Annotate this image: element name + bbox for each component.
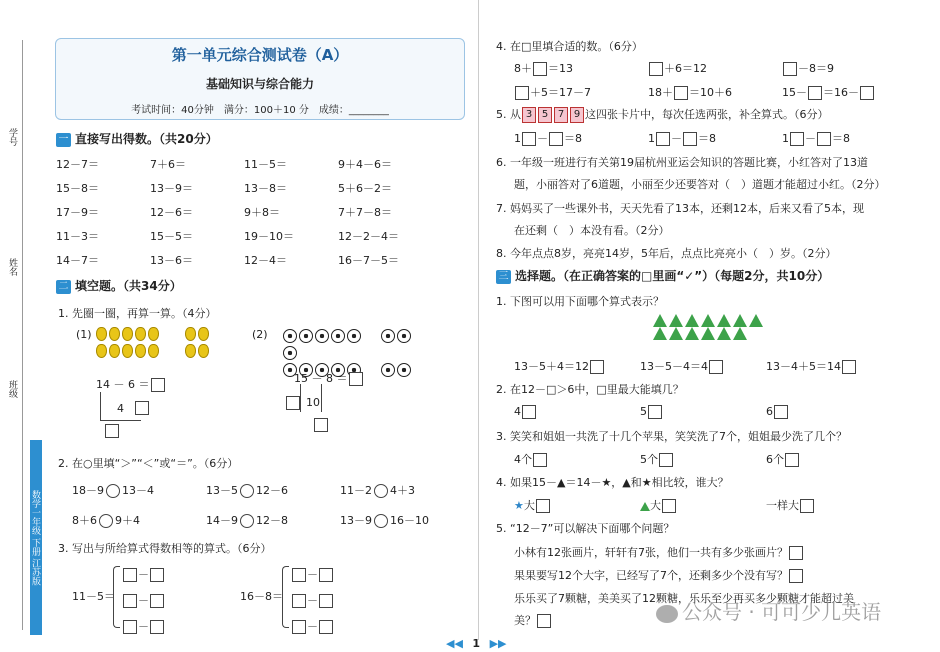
section2-heading <box>56 277 182 294</box>
answer-box[interactable] <box>774 405 788 419</box>
answer-box[interactable] <box>808 86 822 100</box>
answer-box[interactable] <box>785 453 799 467</box>
q3b-boxes: － － － <box>291 562 334 640</box>
triangles-picture <box>652 313 764 340</box>
answer-box[interactable] <box>783 62 797 76</box>
sidebar-label-name: 姓名 <box>7 258 17 276</box>
choice-label: 13－5＋4＝12 <box>514 360 589 373</box>
compare-item <box>206 512 288 528</box>
answer-box[interactable] <box>105 424 119 438</box>
c5-text: 5. “12－7”可以解决下面哪个问题？ <box>496 522 675 535</box>
compare-left: 13－5 <box>206 484 238 497</box>
section2-title: 填空题。（共34分） <box>75 279 182 293</box>
q7-text: 7. 妈妈买了一些课外书，天天先看了13本，还剩12本，后来又看了5本，现 <box>496 202 864 215</box>
arith-item: 13－9＝ <box>150 182 193 195</box>
answer-box[interactable] <box>349 372 363 386</box>
section2-number: 二 <box>56 280 71 294</box>
watermark <box>656 596 881 625</box>
arith-item: 13－6＝ <box>150 254 193 267</box>
answer-box[interactable] <box>314 418 328 432</box>
card-equation: 1 － ＝8 <box>782 132 850 145</box>
compare-right: 12－8 <box>256 514 288 527</box>
q3a-equation: 11－5＝ <box>72 590 115 603</box>
compare-left: 18－9 <box>72 484 104 497</box>
choice-option <box>514 451 548 467</box>
choice-label: 5个 <box>640 453 658 466</box>
arith-item: 15－8＝ <box>56 182 99 195</box>
pears-picture <box>95 327 225 361</box>
q5-text-a: 5. 从 <box>496 108 521 121</box>
number-card: 9 <box>570 107 584 123</box>
q8-text: 8. 今年点点8岁，亮亮14岁，5年后，点点比亮亮小（ ）岁。（2分） <box>496 247 837 260</box>
arith-item: 15－5＝ <box>150 230 193 243</box>
choice-option <box>640 358 724 374</box>
card-equation: 1 － ＝8 <box>648 132 716 145</box>
q1-text: 1. 先圈一圈，再算一算。（4分） <box>58 307 217 320</box>
q5-cards <box>521 108 585 121</box>
prev-page-icon[interactable]: ◀◀ <box>446 637 463 650</box>
choice-option <box>514 405 537 419</box>
answer-box[interactable] <box>674 86 688 100</box>
q5-text-b: 这四张卡片中，每次任选两张，补全算式。（6分） <box>585 108 829 121</box>
c5-option-2-label: 果果要写12个大字，已经写了7个，还剩多少个没有写？ <box>514 569 788 582</box>
watermark-text: 公众号 · 可可少儿英语 <box>682 600 882 624</box>
c3-text: 3. 笑笑和姐姐一共洗了十几个苹果，笑笑洗了7个，姐姐最少洗了几个？ <box>496 430 847 443</box>
fill-item: 15－ ＝16－ <box>782 84 875 100</box>
answer-box[interactable] <box>151 378 165 392</box>
section3-number: 三 <box>496 270 511 284</box>
choice-label: 5 <box>640 405 647 418</box>
compare-circle[interactable] <box>240 484 254 498</box>
split-num-4: 4 <box>117 402 124 415</box>
compare-item <box>72 482 154 498</box>
compare-left: 13－9 <box>340 514 372 527</box>
q1b-equation-text: 15 － 8 ＝ <box>294 372 348 385</box>
arith-item: 12－7＝ <box>56 158 99 171</box>
q1a-equation-text: 14 － 6 ＝ <box>96 378 150 391</box>
number-card: 7 <box>554 107 568 123</box>
compare-item <box>340 512 429 528</box>
arith-item: 12－6＝ <box>150 206 193 219</box>
section3-title: 选择题。（在正确答案的□里画“✓”）（每题2分，共10分） <box>515 269 830 283</box>
sidebar-label-class: 班级 <box>7 380 17 398</box>
page-title: 第一单元综合测试卷（A） <box>171 46 349 64</box>
compare-left: 11－2 <box>340 484 372 497</box>
split-num-10: 10 <box>306 396 320 409</box>
arith-item: 11－3＝ <box>56 230 99 243</box>
compare-right: 13－4 <box>122 484 154 497</box>
q3b-equation: 16－8＝ <box>240 590 283 603</box>
c2-text: 2. 在12－□＞6中，□里最大能填几？ <box>496 383 684 396</box>
arith-item: 11－5＝ <box>244 158 287 171</box>
next-page-icon[interactable]: ▶▶ <box>489 637 507 650</box>
q2-text: 2. 在○里填“＞”“＜”或“＝”。（6分） <box>58 457 239 470</box>
page-divider <box>478 0 479 640</box>
compare-right: 12－6 <box>256 484 288 497</box>
answer-box[interactable] <box>515 86 529 100</box>
q5-text <box>496 106 829 123</box>
arith-item: 7＋6＝ <box>150 158 186 171</box>
sidebar-label-number: 学号 <box>7 128 17 146</box>
answer-box[interactable] <box>817 132 831 146</box>
q3-text: 3. 写出与所给算式得数相等的算式。（6分） <box>58 542 272 555</box>
section1-number: 一 <box>56 133 71 147</box>
answer-box[interactable] <box>536 499 550 513</box>
q1a-equation <box>96 376 166 392</box>
q1a-label: (1) <box>76 328 92 341</box>
arith-item: 17－9＝ <box>56 206 99 219</box>
choice-option <box>640 405 663 419</box>
arith-item: 12－4＝ <box>244 254 287 267</box>
c5-option-1 <box>514 544 804 560</box>
answer-box[interactable] <box>533 453 547 467</box>
section1-heading <box>56 130 218 147</box>
choice-label: 6个 <box>766 453 784 466</box>
compare-item <box>340 482 415 498</box>
answer-box[interactable] <box>533 62 547 76</box>
c5-option-3-cont-label: 美？ <box>514 614 536 627</box>
q6-text: 6. 一年级一班进行有关第19届杭州亚运会知识的答题比赛，小红答对了13道 <box>496 156 868 169</box>
fill-item: 8＋ ＝13 <box>514 62 573 75</box>
card-equation: 1 － ＝8 <box>514 132 582 145</box>
answer-box[interactable] <box>800 499 814 513</box>
c5-option-3: 乐乐买了7颗糖，美美买了12颗糖，乐乐至少再买多少颗糖才能超过美 <box>514 592 854 605</box>
compare-right: 4＋3 <box>390 484 415 497</box>
choice-label: 4个 <box>514 453 532 466</box>
compare-circle[interactable] <box>374 484 388 498</box>
compare-item <box>206 482 288 498</box>
arith-item: 14－7＝ <box>56 254 99 267</box>
answer-box[interactable] <box>659 453 673 467</box>
choice-label: 13－4＋5＝14 <box>766 360 841 373</box>
choice-option <box>766 451 800 467</box>
c4-text: 4. 如果15－▲＝14－★，▲和★相比较，谁大？ <box>496 476 729 489</box>
fill-item: 18＋ ＝10＋6 <box>648 86 732 99</box>
compare-circle[interactable] <box>99 514 113 528</box>
number-card: 5 <box>538 107 552 123</box>
answer-box[interactable] <box>790 132 804 146</box>
answer-box[interactable] <box>860 86 874 100</box>
answer-box[interactable] <box>649 62 663 76</box>
answer-box[interactable] <box>648 405 662 419</box>
c1-text: 1. 下图可以用下面哪个算式表示？ <box>496 295 664 308</box>
answer-box[interactable] <box>656 132 670 146</box>
arith-item: 13－8＝ <box>244 182 287 195</box>
fill-item: －8＝9 <box>782 60 834 76</box>
answer-box[interactable] <box>590 360 604 374</box>
sidebar-rule <box>22 40 23 630</box>
sidebar-brand-text: 数学一年级 下册 江苏版 <box>30 489 40 586</box>
wechat-icon <box>656 605 678 623</box>
c4-option-3-label: 一样大 <box>766 499 799 512</box>
choice-label: 4 <box>514 405 521 418</box>
q3b-brace <box>282 566 289 628</box>
answer-box[interactable] <box>522 405 536 419</box>
answer-box[interactable] <box>789 546 803 560</box>
q7-text-2: 在还剩（ ）本没有看。（2分） <box>514 224 670 237</box>
arith-item: 7＋7－8＝ <box>338 206 392 219</box>
choice-option <box>640 451 674 467</box>
compare-left: 8＋6 <box>72 514 97 527</box>
arith-item: 19－10＝ <box>244 230 294 243</box>
compare-circle[interactable] <box>374 514 388 528</box>
fill-item: ＋6＝12 <box>648 60 707 76</box>
answer-box[interactable] <box>286 396 300 410</box>
choice-option <box>766 405 789 419</box>
page-number: 1 <box>472 637 481 650</box>
c4-option-1-label: 大 <box>523 499 535 512</box>
number-card: 3 <box>522 107 536 123</box>
header-box <box>55 38 465 120</box>
q4-text: 4. 在□里填合适的数。（6分） <box>496 40 643 53</box>
sidebar <box>0 0 45 652</box>
answer-box[interactable] <box>135 401 149 415</box>
choice-option <box>766 358 857 374</box>
c5-option-3-cont <box>514 612 552 628</box>
c4-option-2-label: 大 <box>650 499 661 512</box>
q6-text-2: 题，小丽答对了6道题，小丽至少还要答对（ ）道题才能超过小红。（2分） <box>514 178 886 191</box>
compare-right: 16－10 <box>390 514 429 527</box>
q3a-brace <box>113 566 120 628</box>
sidebar-brand <box>30 440 42 635</box>
arith-item: 12－2－4＝ <box>338 230 399 243</box>
page-footer <box>446 637 507 650</box>
section3-heading <box>496 267 829 284</box>
compare-circle[interactable] <box>240 514 254 528</box>
answer-box[interactable] <box>789 569 803 583</box>
choice-label: 13－5－4＝4 <box>640 360 708 373</box>
compare-circle[interactable] <box>106 484 120 498</box>
page-subtitle: 基础知识与综合能力 <box>205 77 314 91</box>
choice-option <box>514 358 605 374</box>
arith-item: 16－7－5＝ <box>338 254 399 267</box>
arith-item: 5＋6－2＝ <box>338 182 392 195</box>
answer-box[interactable] <box>709 360 723 374</box>
compare-left: 14－9 <box>206 514 238 527</box>
answer-box[interactable] <box>662 499 676 513</box>
compare-item <box>72 512 140 528</box>
section1-title: 直接写出得数。（共20分） <box>75 132 218 146</box>
c4-option-2 <box>640 497 677 513</box>
arith-item: 9＋8＝ <box>244 206 280 219</box>
c5-option-1-label: 小林有12张画片，轩轩有7张，他们一共有多少张画片？ <box>514 546 788 559</box>
q3a-boxes: － － － <box>122 562 165 640</box>
c5-option-2 <box>514 567 804 583</box>
answer-box[interactable] <box>842 360 856 374</box>
exam-meta: 考试时间：40分钟 满分：100＋10 分 成绩：________ <box>131 105 389 116</box>
q1b-label: (2) <box>252 328 268 341</box>
answer-box[interactable] <box>549 132 563 146</box>
choice-label: 6 <box>766 405 773 418</box>
answer-box[interactable] <box>683 132 697 146</box>
compare-right: 9＋4 <box>115 514 140 527</box>
arith-item: 9＋4－6＝ <box>338 158 392 171</box>
c4-option-1: ★大 <box>514 497 551 513</box>
answer-box[interactable] <box>537 614 551 628</box>
answer-box[interactable] <box>522 132 536 146</box>
fill-item: ＋5＝17－7 <box>514 84 591 100</box>
c4-option-3 <box>766 497 815 513</box>
